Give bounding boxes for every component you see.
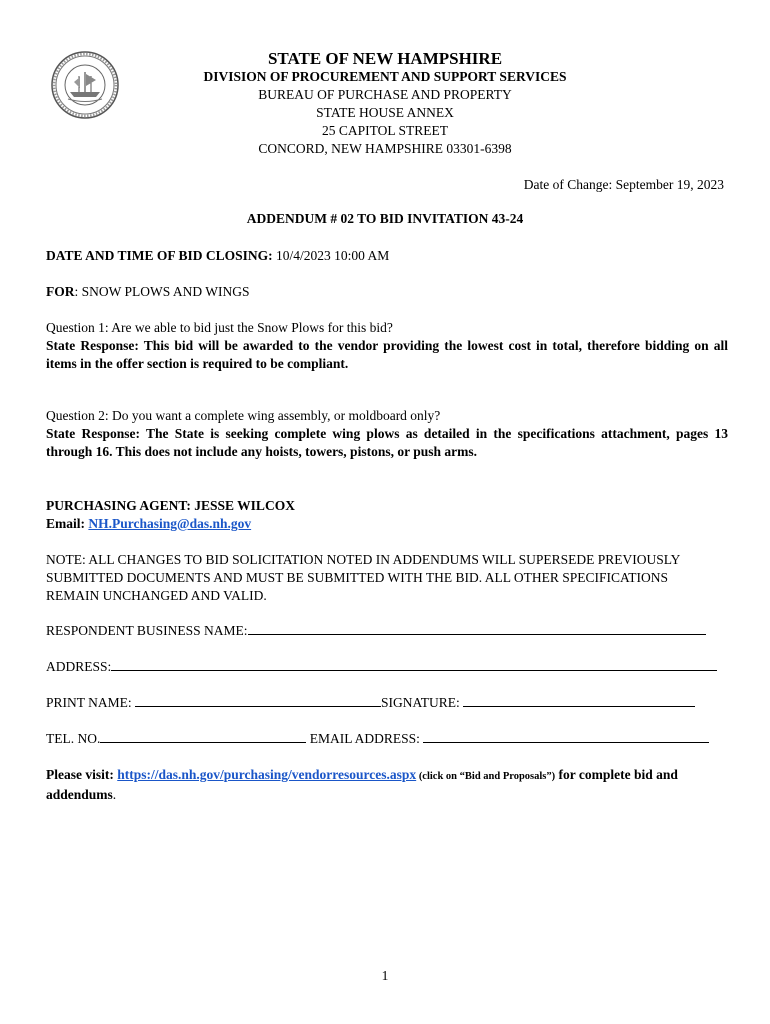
purchasing-agent: [46, 497, 728, 515]
email-separator: :: [80, 516, 89, 531]
city-line: CONCORD, NEW HAMPSHIRE 03301-6398: [258, 141, 512, 156]
visit-prefix: Please visit:: [46, 767, 118, 782]
agent-name: : JESSE WILCOX: [186, 498, 295, 513]
addendum-title: ADDENDUM # 02 TO BID INVITATION 43-24: [246, 211, 524, 226]
for-label: FOR: [46, 284, 75, 299]
business-name-row: [46, 622, 706, 639]
email-address-label: EMAIL ADDRESS:: [309, 731, 420, 746]
street-line: 25 CAPITOL STREET: [321, 123, 448, 138]
address-row: [46, 658, 717, 675]
vendor-resources-link[interactable]: https://das.nh.gov/purchasing/vendorresources.aspx: [117, 767, 417, 782]
print-name-label: PRINT NAME:: [46, 695, 132, 710]
signature-field[interactable]: [463, 694, 695, 707]
address-field[interactable]: [111, 658, 717, 671]
click-note: (click on “Bid and Proposals”): [416, 771, 556, 782]
agent-email-line: [46, 515, 728, 533]
closing-label: DATE AND TIME OF BID CLOSING:: [46, 248, 273, 263]
signature-label: SIGNATURE:: [381, 695, 460, 710]
print-name-field[interactable]: [135, 694, 381, 707]
note: NOTE: ALL CHANGES TO BID SOLICITATION NOTED IN ADDENDUMS WILL SUPERSEDE PREVIOUSLY SUBMITTED DOCUMENTS AND MUST BE SUBMITTED WITH THE BID. ALL OTHER SPECIFICATIONS REMAIN UNCHANGED AND VALID.: [46, 552, 680, 603]
date-of-change: Date of Change: September 19, 2023: [523, 177, 724, 192]
annex-line: STATE HOUSE ANNEX: [316, 105, 454, 120]
closing-value: 10/4/2023 10:00 AM: [276, 248, 390, 263]
business-name-label: RESPONDENT BUSINESS NAME:: [46, 623, 248, 638]
page-title: STATE OF NEW HAMPSHIRE: [267, 49, 503, 68]
response-1: State Response: This bid will be awarded to the vendor providing the lowest cost in total, therefore bidding on all items in the offer section is required to be compliant.: [46, 338, 728, 371]
agent-label: PURCHASING AGENT: [46, 498, 187, 513]
email-address-field[interactable]: [423, 730, 709, 743]
visit-note: [46, 766, 728, 804]
tel-field[interactable]: [100, 730, 306, 743]
address-label: ADDRESS:: [46, 659, 112, 674]
tel-label: TEL. NO.: [46, 731, 101, 746]
for-value: : SNOW PLOWS AND WINGS: [74, 284, 250, 299]
agent-email-link[interactable]: NH.Purchasing@das.nh.gov: [88, 516, 252, 531]
email-label: Email: [46, 516, 81, 531]
visit-period: .: [112, 787, 117, 802]
bureau-line: BUREAU OF PURCHASE AND PROPERTY: [258, 87, 512, 102]
tel-email-row: [46, 730, 709, 747]
name-signature-row: [46, 694, 695, 711]
for-line: [46, 283, 728, 301]
page-number: 1: [381, 968, 389, 983]
bid-closing: [46, 247, 728, 265]
business-name-field[interactable]: [248, 622, 706, 635]
question-2: Question 2: Do you want a complete wing assembly, or moldboard only?: [46, 408, 441, 423]
response-2: State Response: The State is seeking complete wing plows as detailed in the specifications attachment, pages 13 through 16. This does not include any hoists, towers, pistons, or push arms.: [46, 426, 728, 459]
visit-suffix: for complete bid and addendums: [46, 767, 678, 802]
question-1: Question 1: Are we able to bid just the Snow Plows for this bid?: [46, 320, 393, 335]
division-heading: DIVISION OF PROCUREMENT AND SUPPORT SERVICES: [203, 69, 567, 84]
